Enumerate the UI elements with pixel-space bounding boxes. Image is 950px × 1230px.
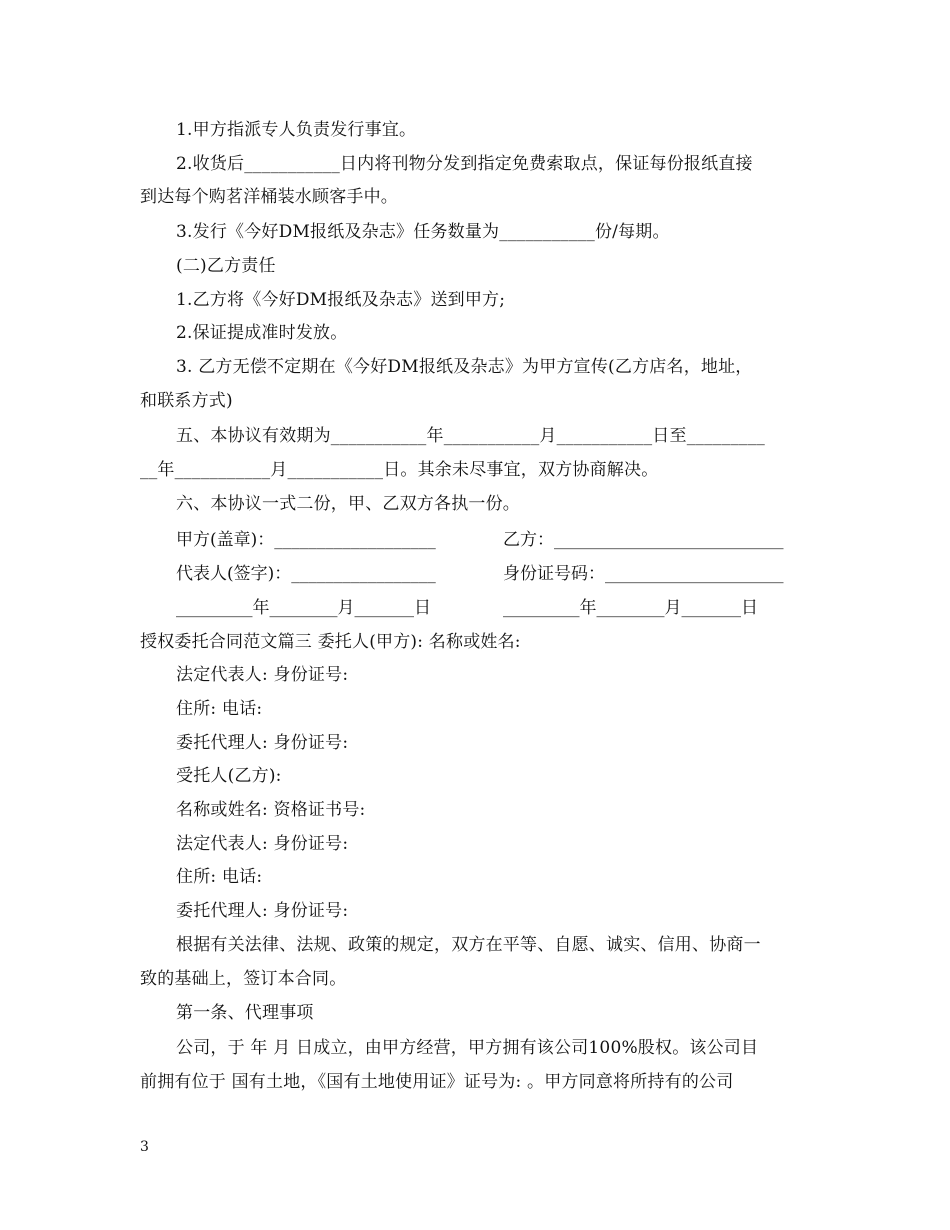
paragraph-line: 根据有关法律、法规、政策的规定，双方在平等、自愿、诚实、信用、协商一 [176,935,761,955]
form-field-line: 住所: 电话: [176,867,263,887]
section-heading: (二)乙方责任 [176,256,276,276]
paragraph-line: 公司，于 年 月 日成立，由甲方经营，甲方拥有该公司100%股权。该公司目 [176,1038,759,1058]
paragraph-line: 六、本协议一式二份，甲、乙双方各执一份。 [176,494,520,514]
paragraph-line: 和联系方式) [140,391,233,411]
paragraph-line: __年___________月___________日。其余未尽事宜，双方协商解决。 [140,460,659,480]
form-field-line: 受托人(乙方): [176,766,282,786]
form-field-line: 名称或姓名: 资格证书号: [176,800,366,820]
article-heading: 第一条、代理事项 [176,1003,314,1023]
form-field-line: 法定代表人: 身份证号: [176,665,349,685]
paragraph-line: 五、本协议有效期为___________年___________月___________日至_________ [176,426,765,446]
representative-sign-line: 代表人(签字)：_________________ [176,564,436,584]
paragraph-line: 1.甲方指派专人负责发行事宜。 [176,120,417,140]
section-title: 授权委托合同范文篇三 委托人(甲方): 名称或姓名: [140,632,521,652]
paragraph-line: 到达每个购茗洋桶装水顾客手中。 [140,187,398,207]
paragraph-line: 致的基础上，签订本合同。 [140,969,347,989]
paragraph-line: 2.保证提成准时发放。 [176,323,348,343]
party-b-line: 乙方：___________________________ [503,530,784,550]
date-line-left: _________年________月_______日 [176,598,431,618]
paragraph-line: 2.收货后___________日内将刊物分发到指定免费索取点，保证每份报纸直接 [176,154,753,174]
form-field-line: 住所: 电话: [176,699,263,719]
form-field-line: 委托代理人: 身份证号: [176,733,349,753]
paragraph-line: 3. 乙方无偿不定期在《今好DM报纸及杂志》为甲方宣传(乙方店名，地址， [176,357,753,377]
page-number: 3 [140,1139,149,1155]
form-field-line: 委托代理人: 身份证号: [176,901,349,921]
party-a-seal-line: 甲方(盖章)：___________________ [176,530,436,550]
id-number-line: 身份证号码：_____________________ [503,564,784,584]
paragraph-line: 1.乙方将《今好DM报纸及杂志》送到甲方; [176,290,506,310]
paragraph-line: 3.发行《今好DM报纸及杂志》任务数量为___________份/每期。 [176,222,670,242]
form-field-line: 法定代表人: 身份证号: [176,834,349,854]
paragraph-line: 前拥有位于 国有土地，《国有土地使用证》证号为: 。甲方同意将所持有的公司 [140,1072,734,1092]
date-line-right: _________年________月_______日 [503,598,758,618]
